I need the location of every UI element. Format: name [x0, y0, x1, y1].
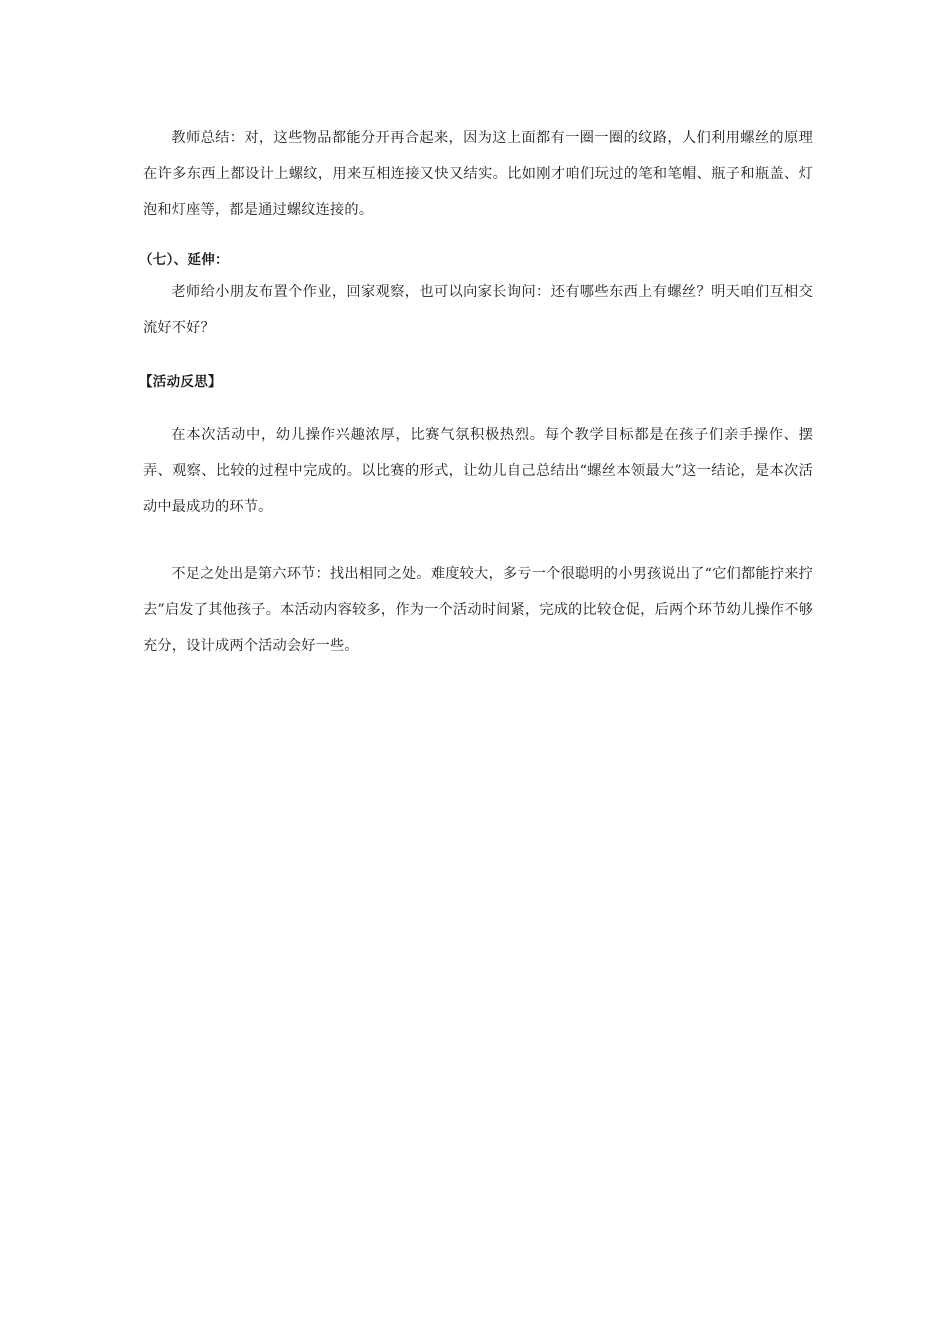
- reflection-paragraph-weaknesses: 不足之处出是第六环节：找出相同之处。难度较大，多亏一个很聪明的小男孩说出了“它们都能拧来拧去”启发了其他孩子。本活动内容较多，作为一个活动时间紧，完成的比较仓促，后两个环节幼儿操作不够充分，设计成两个活动会好一些。: [143, 566, 813, 654]
- teacher-summary-paragraph: 教师总结：对，这些物品都能分开再合起来，因为这上面都有一圈一圈的纹路，人们利用螺丝的原理在许多东西上都设计上螺纹，用来互相连接又快又结实。比如刚才咱们玩过的笔和笔帽、瓶子和瓶盖、灯泡和灯座等，都是通过螺纹连接的。: [143, 130, 813, 218]
- reflection-heading: 【活动反思】: [139, 374, 222, 390]
- extension-heading: （七）、延伸：: [139, 252, 229, 268]
- reflection-paragraph-strengths: 在本次活动中，幼儿操作兴趣浓厚，比赛气氛积极热烈。每个教学目标都是在孩子们亲手操作、摆弄、观察、比较的过程中完成的。以比赛的形式，让幼儿自己总结出“螺丝本领最大”这一结论，是本次活动中最成功的环节。: [143, 427, 813, 515]
- extension-paragraph: 老师给小朋友布置个作业，回家观察，也可以向家长询问：还有哪些东西上有螺丝？明天咱们互相交流好不好？: [143, 284, 813, 336]
